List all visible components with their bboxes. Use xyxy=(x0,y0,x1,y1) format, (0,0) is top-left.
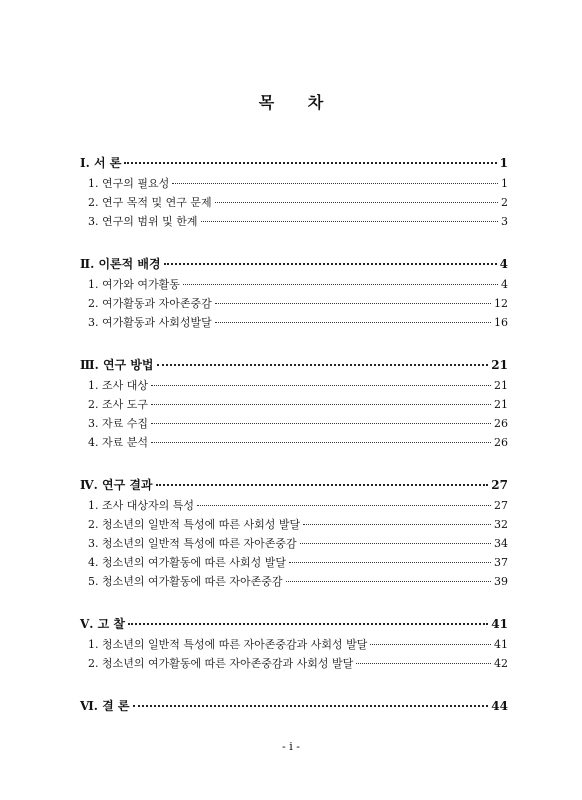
dot-leader xyxy=(289,562,491,563)
toc-chapter-entry-page-number: 21 xyxy=(491,358,508,372)
toc-subsection-entry-page-number: 26 xyxy=(494,436,508,449)
dot-leader xyxy=(215,303,491,304)
toc-subsection-entry-label: 3. 청소년의 일반적 특성에 따른 자아존중감 xyxy=(88,537,297,550)
toc-chapter-entry xyxy=(80,613,508,635)
toc-subsection-entry xyxy=(80,534,508,553)
toc-subsection-entry-label: 2. 여가활동과 자아존중감 xyxy=(88,297,212,310)
toc-chapter-entry-label: Ⅲ. 연구 방법 xyxy=(80,358,154,372)
toc-subsection-entry-page-number: 42 xyxy=(494,657,508,670)
dot-leader xyxy=(300,543,491,544)
toc-subsection-entry-label: 2. 청소년의 일반적 특성에 따른 사회성 발달 xyxy=(88,518,301,531)
toc-subsection-entry-label: 2. 청소년의 여가활동에 따른 자아존중감과 사회성 발달 xyxy=(88,657,354,670)
toc-chapter-entry-label: Ⅰ. 서 론 xyxy=(80,156,122,170)
toc-subsection-entry-label: 3. 연구의 범위 및 한계 xyxy=(88,215,198,228)
dot-leader xyxy=(215,202,498,203)
dot-leader xyxy=(151,442,491,443)
toc-subsection-entry-page-number: 39 xyxy=(494,575,508,588)
dot-leader xyxy=(172,183,498,184)
toc-subsection-entry-label: 3. 여가활동과 사회성발달 xyxy=(88,316,212,329)
toc-subsection-entry-page-number: 16 xyxy=(494,316,508,329)
toc-subsection-entry xyxy=(80,433,508,452)
toc-section xyxy=(80,253,508,332)
toc-subsection-entry xyxy=(80,515,508,534)
dot-leader xyxy=(215,322,491,323)
toc-subsection-entry-page-number: 41 xyxy=(494,638,508,651)
dot-leader xyxy=(197,505,491,506)
toc-subsection-entry-label: 1. 조사 대상자의 특성 xyxy=(88,499,194,512)
toc-chapter-entry xyxy=(80,695,508,717)
toc-chapter-entry-label: Ⅴ. 고 찰 xyxy=(80,617,126,631)
toc-chapter-entry xyxy=(80,354,508,376)
toc-subsection-entry xyxy=(80,496,508,515)
toc-section xyxy=(80,613,508,673)
toc-section xyxy=(80,152,508,231)
toc-subsection-entry xyxy=(80,635,508,654)
toc-subsection-entry-page-number: 2 xyxy=(501,196,508,209)
toc-subsection-entry-page-number: 34 xyxy=(494,537,508,550)
toc-subsection-entry xyxy=(80,275,508,294)
table-of-contents xyxy=(80,152,508,739)
dot-leader xyxy=(151,423,491,424)
dot-leader xyxy=(164,263,497,265)
toc-subsection-entry-label: 1. 청소년의 일반적 특성에 따른 자아존중감과 사회성 발달 xyxy=(88,638,368,651)
toc-subsection-entry-label: 1. 여가와 여가활동 xyxy=(88,278,180,291)
page-title: 목 차 xyxy=(258,93,338,112)
toc-chapter-entry-page-number: 41 xyxy=(491,617,508,631)
toc-subsection-entry-label: 2. 조사 도구 xyxy=(88,398,148,411)
toc-chapter-entry-page-number: 4 xyxy=(499,257,508,271)
toc-subsection-entry-page-number: 4 xyxy=(501,278,508,291)
dot-leader xyxy=(124,162,496,164)
toc-subsection-entry-page-number: 26 xyxy=(494,417,508,430)
toc-chapter-entry-label: Ⅱ. 이론적 배경 xyxy=(80,257,161,271)
toc-subsection-entry-label: 5. 청소년의 여가활동에 따른 자아존중감 xyxy=(88,575,283,588)
toc-subsection-entry xyxy=(80,294,508,313)
toc-chapter-entry-label: Ⅵ. 결 론 xyxy=(80,699,130,713)
toc-subsection-entry-page-number: 12 xyxy=(494,297,508,310)
toc-subsection-entry xyxy=(80,376,508,395)
toc-subsection-entry xyxy=(80,313,508,332)
toc-subsection-entry-page-number: 32 xyxy=(494,518,508,531)
toc-chapter-entry-label: Ⅳ. 연구 결과 xyxy=(80,478,153,492)
toc-subsection-entry xyxy=(80,212,508,231)
toc-chapter-entry xyxy=(80,474,508,496)
toc-subsection-entry-page-number: 21 xyxy=(494,379,508,392)
toc-subsection-entry-label: 1. 연구의 필요성 xyxy=(88,177,170,190)
toc-chapter-entry xyxy=(80,152,508,174)
toc-subsection-entry-page-number: 3 xyxy=(501,215,508,228)
toc-subsection-entry-label: 2. 연구 목적 및 연구 문제 xyxy=(88,196,212,209)
dot-leader xyxy=(128,623,488,625)
toc-section xyxy=(80,354,508,452)
toc-chapter-entry-page-number: 1 xyxy=(499,156,508,170)
dot-leader xyxy=(151,404,491,405)
dot-leader xyxy=(157,364,489,366)
toc-subsection-entry-label: 1. 조사 대상 xyxy=(88,379,148,392)
toc-subsection-entry xyxy=(80,395,508,414)
dot-leader xyxy=(156,484,489,486)
toc-section xyxy=(80,474,508,591)
dot-leader xyxy=(303,524,491,525)
dot-leader xyxy=(356,663,491,664)
toc-subsection-entry xyxy=(80,654,508,673)
toc-subsection-entry-page-number: 21 xyxy=(494,398,508,411)
toc-subsection-entry-label: 3. 자료 수집 xyxy=(88,417,148,430)
dot-leader xyxy=(151,385,491,386)
toc-subsection-entry xyxy=(80,193,508,212)
dot-leader xyxy=(370,644,491,645)
toc-subsection-entry xyxy=(80,414,508,433)
dot-leader xyxy=(286,581,492,582)
toc-subsection-entry-page-number: 37 xyxy=(494,556,508,569)
toc-subsection-entry xyxy=(80,553,508,572)
toc-section xyxy=(80,695,508,717)
toc-subsection-entry xyxy=(80,572,508,591)
toc-subsection-entry-page-number: 27 xyxy=(494,499,508,512)
toc-chapter-entry xyxy=(80,253,508,275)
toc-chapter-entry-page-number: 44 xyxy=(491,699,508,713)
toc-subsection-entry-label: 4. 자료 분석 xyxy=(88,436,148,449)
toc-subsection-entry xyxy=(80,174,508,193)
toc-subsection-entry-page-number: 1 xyxy=(501,177,508,190)
page-number-footer: - i - xyxy=(282,740,300,753)
dot-leader xyxy=(201,221,499,222)
toc-chapter-entry-page-number: 27 xyxy=(491,478,508,492)
dot-leader xyxy=(183,284,498,285)
dot-leader xyxy=(133,705,489,707)
toc-subsection-entry-label: 4. 청소년의 여가활동에 따른 사회성 발달 xyxy=(88,556,286,569)
